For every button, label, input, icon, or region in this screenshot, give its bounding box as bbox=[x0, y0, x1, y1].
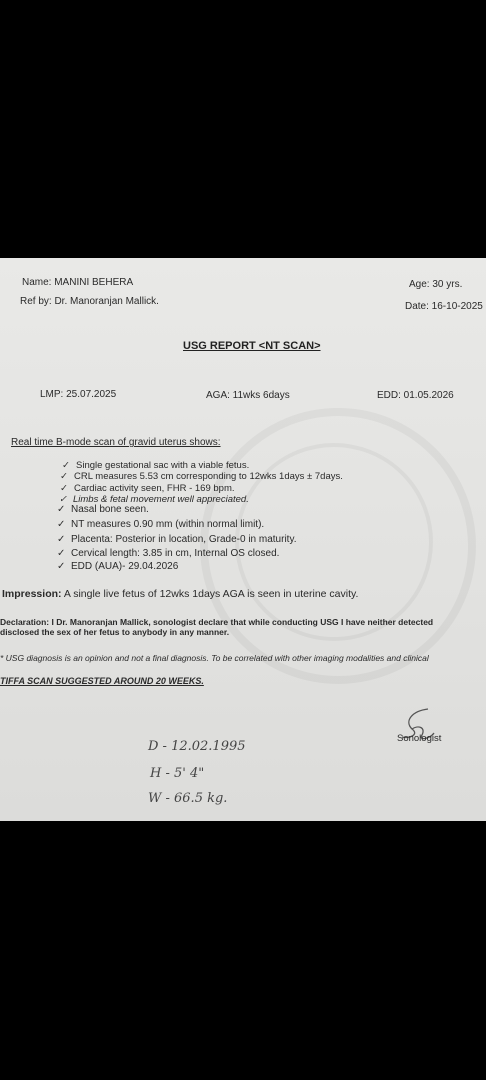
impression-text: A single live fetus of 12wks 1days AGA is seen in uterine cavity. bbox=[63, 588, 359, 600]
check-icon: ✓ bbox=[57, 504, 66, 515]
patient-age: Age: 30 yrs. bbox=[409, 279, 463, 290]
declaration-line-1: Declaration: I Dr. Manoranjan Mallick, sonologist declare that while conducting USG I have neither detected bbox=[0, 617, 434, 627]
finding-item: ✓ Nasal bone seen. bbox=[57, 504, 149, 515]
check-icon: ✓ bbox=[62, 460, 70, 471]
report-page bbox=[0, 258, 486, 821]
finding-item: ✓ Single gestational sac with a viable fetus. bbox=[62, 460, 250, 471]
check-icon: ✓ bbox=[57, 548, 66, 559]
check-icon: ✓ bbox=[60, 471, 68, 482]
check-icon: ✓ bbox=[59, 494, 67, 505]
handwritten-height: H - 5' 4" bbox=[150, 766, 205, 781]
check-icon: ✓ bbox=[57, 534, 66, 545]
handwritten-dob: D - 12.02.1995 bbox=[148, 739, 246, 754]
aga-value: AGA: 11wks 6days bbox=[206, 390, 290, 401]
edd-date: EDD: 01.05.2026 bbox=[377, 390, 454, 401]
finding-item: ✓ CRL measures 5.53 cm corresponding to 12wks 1days ± 7days. bbox=[60, 471, 343, 482]
signature-label: Sonologist bbox=[397, 733, 442, 744]
finding-item: ✓ Placenta: Posterior in location, Grade-0 in maturity. bbox=[57, 534, 297, 545]
check-icon: ✓ bbox=[60, 483, 68, 494]
finding-item: ✓ NT measures 0.90 mm (within normal limit). bbox=[57, 519, 265, 530]
finding-item: ✓ Limbs & fetal movement well appreciated. bbox=[59, 494, 249, 505]
patient-name: Name: MANINI BEHERA bbox=[22, 277, 134, 288]
scan-heading: Real time B-mode scan of gravid uterus shows: bbox=[11, 437, 221, 448]
impression-label: Impression: bbox=[2, 588, 62, 600]
scan-suggestion: TIFFA SCAN SUGGESTED AROUND 20 WEEKS. bbox=[0, 676, 204, 686]
report-date: Date: 16-10-2025 bbox=[405, 301, 483, 312]
check-icon: ✓ bbox=[57, 561, 66, 572]
finding-item: ✓ EDD (AUA)- 29.04.2026 bbox=[57, 561, 179, 572]
handwritten-weight: W - 66.5 kg. bbox=[148, 791, 228, 806]
watermark-seal bbox=[200, 408, 476, 684]
check-icon: ✓ bbox=[57, 519, 66, 530]
lmp-date: LMP: 25.07.2025 bbox=[40, 389, 117, 400]
disclaimer: * USG diagnosis is an opinion and not a final diagnosis. To be correlated with other imaging modalities and clinical bbox=[0, 653, 429, 663]
finding-item: ✓ Cardiac activity seen, FHR - 169 bpm. bbox=[60, 483, 235, 494]
finding-item: ✓ Cervical length: 3.85 in cm, Internal OS closed. bbox=[57, 548, 280, 559]
referred-by: Ref by: Dr. Manoranjan Mallick. bbox=[20, 296, 159, 307]
impression bbox=[2, 589, 358, 600]
declaration-line-2: disclosed the sex of her fetus to anybody in any manner. bbox=[0, 627, 230, 637]
report-title: USG REPORT <NT SCAN> bbox=[183, 340, 321, 352]
